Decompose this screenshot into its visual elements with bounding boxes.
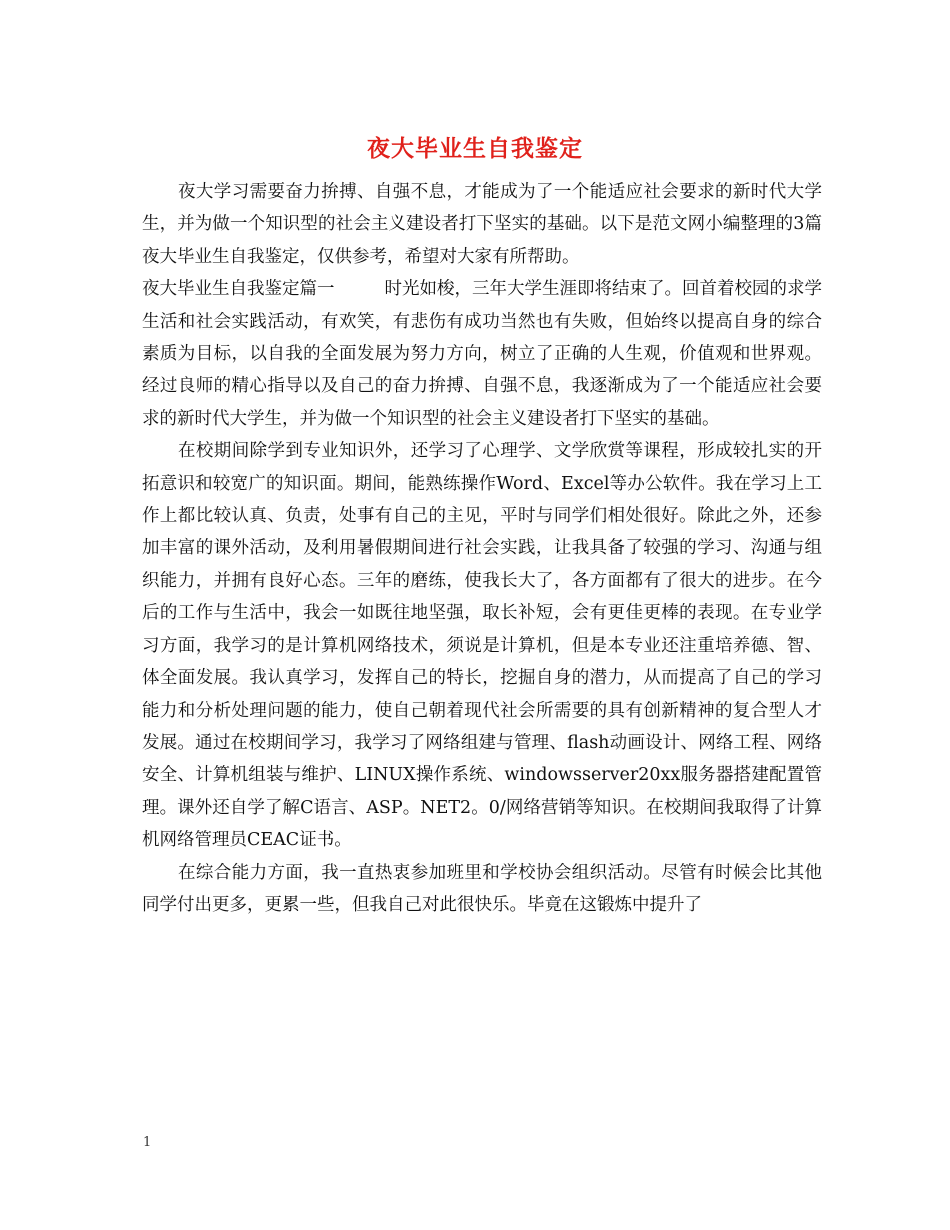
page-number: 1 [143,1135,152,1150]
body-paragraph-3: 在综合能力方面，我一直热衷参加班里和学校协会组织活动。尽管有时候会比其他同学付出更多，更累一些，但我自己对此很快乐。毕竟在这锻炼中提升了 [142,862,822,915]
body-paragraph-2: 在校期间除学到专业知识外，还学习了心理学、文学欣赏等课程，形成较扎实的开拓意识和较宽广的知识面。期间，能熟练操作Word、Excel等办公软件。我在学习上工作上都比较认真、负责，处事有自己的主见，平时与同学们相处很好。除此之外，还参加丰富的课外活动，及利用暑假期间进行社会实践，让我具备了较强的学习、沟通与组织能力，并拥有良好心态。三年的磨练，使我长大了，各方面都有了很大的进步。在今后的工作与生活中，我会一如既往地坚强，取长补短，会有更佳更棒的表现。在专业学习方面，我学习的是计算机网络技术，须说是计算机，但是本专业还注重培养德、智、体全面发展。我认真学习，发挥自己的特长，挖掘自身的潜力，从而提高了自己的学习能力和分析处理问题的能力，使自己朝着现代社会所需要的具有创新精神的复合型人才发展。通过在校期间学习，我学习了网络组建与管理、flash动画设计、网络工程、网络安全、计算机组装与维护、LINUX操作系统、windowsserver20xx服务器搭建配置管理。课外还自学了解C语言、ASP。NET2。0/网络营销等知识。在校期间我取得了计算机网络管理员CEAC证书。 [142,441,822,851]
document-body [142,176,822,921]
section-text: 时光如梭，三年大学生涯即将结束了。回首着校园的求学生活和社会实践活动，有欢笑，有悲伤有成功当然也有失败，但始终以提高自身的综合素质为目标，以自我的全面发展为努力方向，树立了正确的人生观，价值观和世界观。经过良师的精心指导以及自己的奋力拚搏、自强不息，我逐渐成为了一个能适应社会要求的新时代大学生，并为做一个知识型的社会主义建设者打下坚实的基础。 [142,279,822,429]
section-paragraph [142,273,822,435]
intro-paragraph: 夜大学习需要奋力拚搏、自强不息，才能成为了一个能适应社会要求的新时代大学生，并为做一个知识型的社会主义建设者打下坚实的基础。以下是范文网小编整理的3篇夜大毕业生自我鉴定，仅供参考，希望对大家有所帮助。 [142,182,822,267]
document-title: 夜大毕业生自我鉴定 [367,135,583,162]
section-heading: 夜大毕业生自我鉴定篇一 [142,279,335,300]
